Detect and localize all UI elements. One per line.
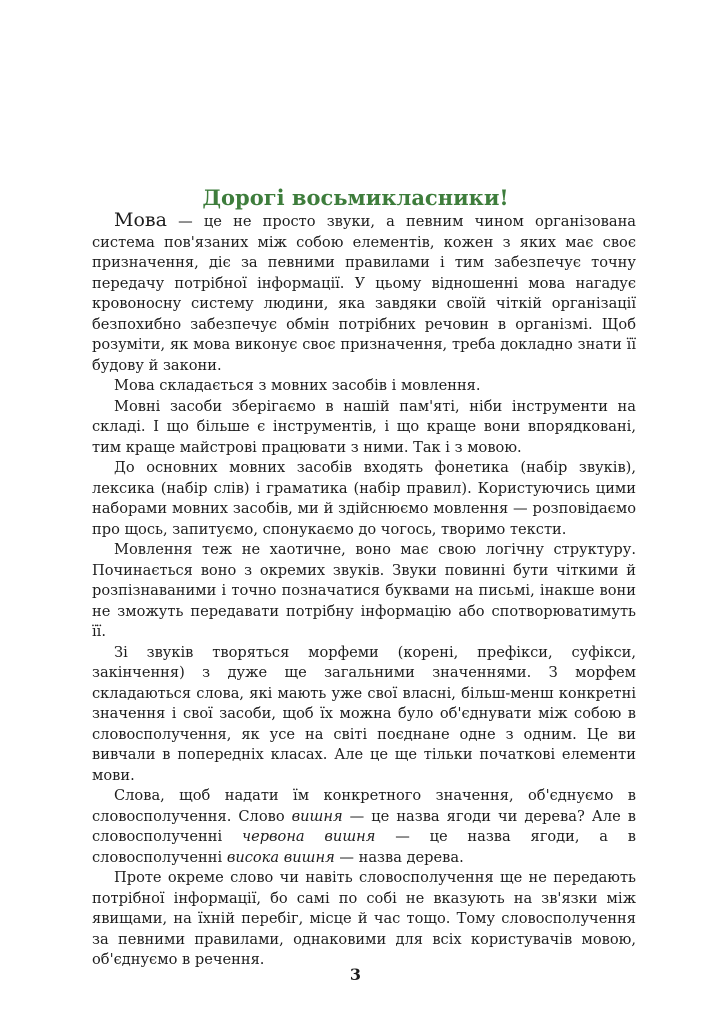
page-number: 3: [349, 965, 362, 984]
paragraph-7-text-a: Слова, щоб надати їм конкретного значення, об'єднуємо в словосполучення. Слово: [92, 787, 636, 825]
body-text: [92, 210, 636, 971]
paragraph-2: Мова складається з мовних засобів і мовлення.: [114, 377, 481, 394]
paragraph-7-text-d: — назва дерева.: [334, 848, 464, 866]
paragraph-8: Проте окреме слово чи навіть словосполучення ще не передають потрібної інформації, бо самі по собі не вказують на зв'язки між явищами, на їхній перебіг, місце й час тощо. Тому словосполучення за певними правилами, однаковими для всіх користувачів мовою, об'єднуємо в речення.: [92, 869, 636, 968]
paragraph-4: До основних мовних засобів входять фонетика (набір звуків), лексика (набір слів) і граматика (набір правил). Користуючись цими наборами мовних засобів, ми й здійснюємо мовлення — розповідаємо про щось, запитуємо, спонукаємо до чогось, творимо тексти.: [92, 459, 636, 538]
first-word: Мова: [114, 209, 167, 231]
example-word-1: вишня: [291, 807, 343, 825]
paragraph-7-text-c: — це назва ягоди, а в словосполученні: [92, 828, 636, 866]
paragraph-6: Зі звуків творяться морфеми (корені, префікси, суфікси, закінчення) з дуже ще загальними значеннями. З морфем складаються слова, які мають уже свої власні, більш-менш конкретні значення і свої засоби, щоб їх можна було об'єднувати між собою в словосполучення, як усе на світі поєднане одне з одним. Це ви вивчали в попередніх класах. Але це ще тільки початкові елементи мови.: [92, 643, 636, 784]
paragraph-1-text: — це не просто звуки, а певним чином організована система пов'язаних між собою елементів, кожен з яких має своє призначення, діє за певними правилами і тим забезпечує точну передачу потрібної інформації. У цьому відношенні мова нагадує кровоносну систему людини, яка завдяки своїй чіткій організації безпохибно забезпечує обмін потрібних речовин в організмі. Щоб розуміти, як мова виконує своє призначення, треба докладно знати її будову й закони.: [92, 213, 636, 374]
example-phrase-2: червона вишня: [241, 828, 376, 845]
paragraph-7: [92, 786, 636, 868]
paragraph-1: [92, 210, 636, 376]
paragraph-5: Мовлення теж не хаотичне, воно має свою логічну структуру. Починається воно з окремих звуків. Звуки повинні бути чіткими й розпізнаваними і точно позначатися буквами на письмі, інакше вони не зможуть передавати потрібну інформацію або спотворюватимуть її.: [92, 541, 636, 640]
page-heading: Дорогі восьмикласники!: [202, 185, 509, 211]
example-phrase-3: висока вишня: [226, 848, 335, 866]
paragraph-3: Мовні засоби зберігаємо в нашій пам'яті, ніби інструменти на складі. І що більше є інструментів, і що краще вони впорядковані, тим краще майстрові працювати з ними. Так і з мовою.: [92, 397, 636, 456]
paragraph-7-text-b: — це назва ягоди чи дерева? Але в словосполученні: [92, 807, 636, 845]
